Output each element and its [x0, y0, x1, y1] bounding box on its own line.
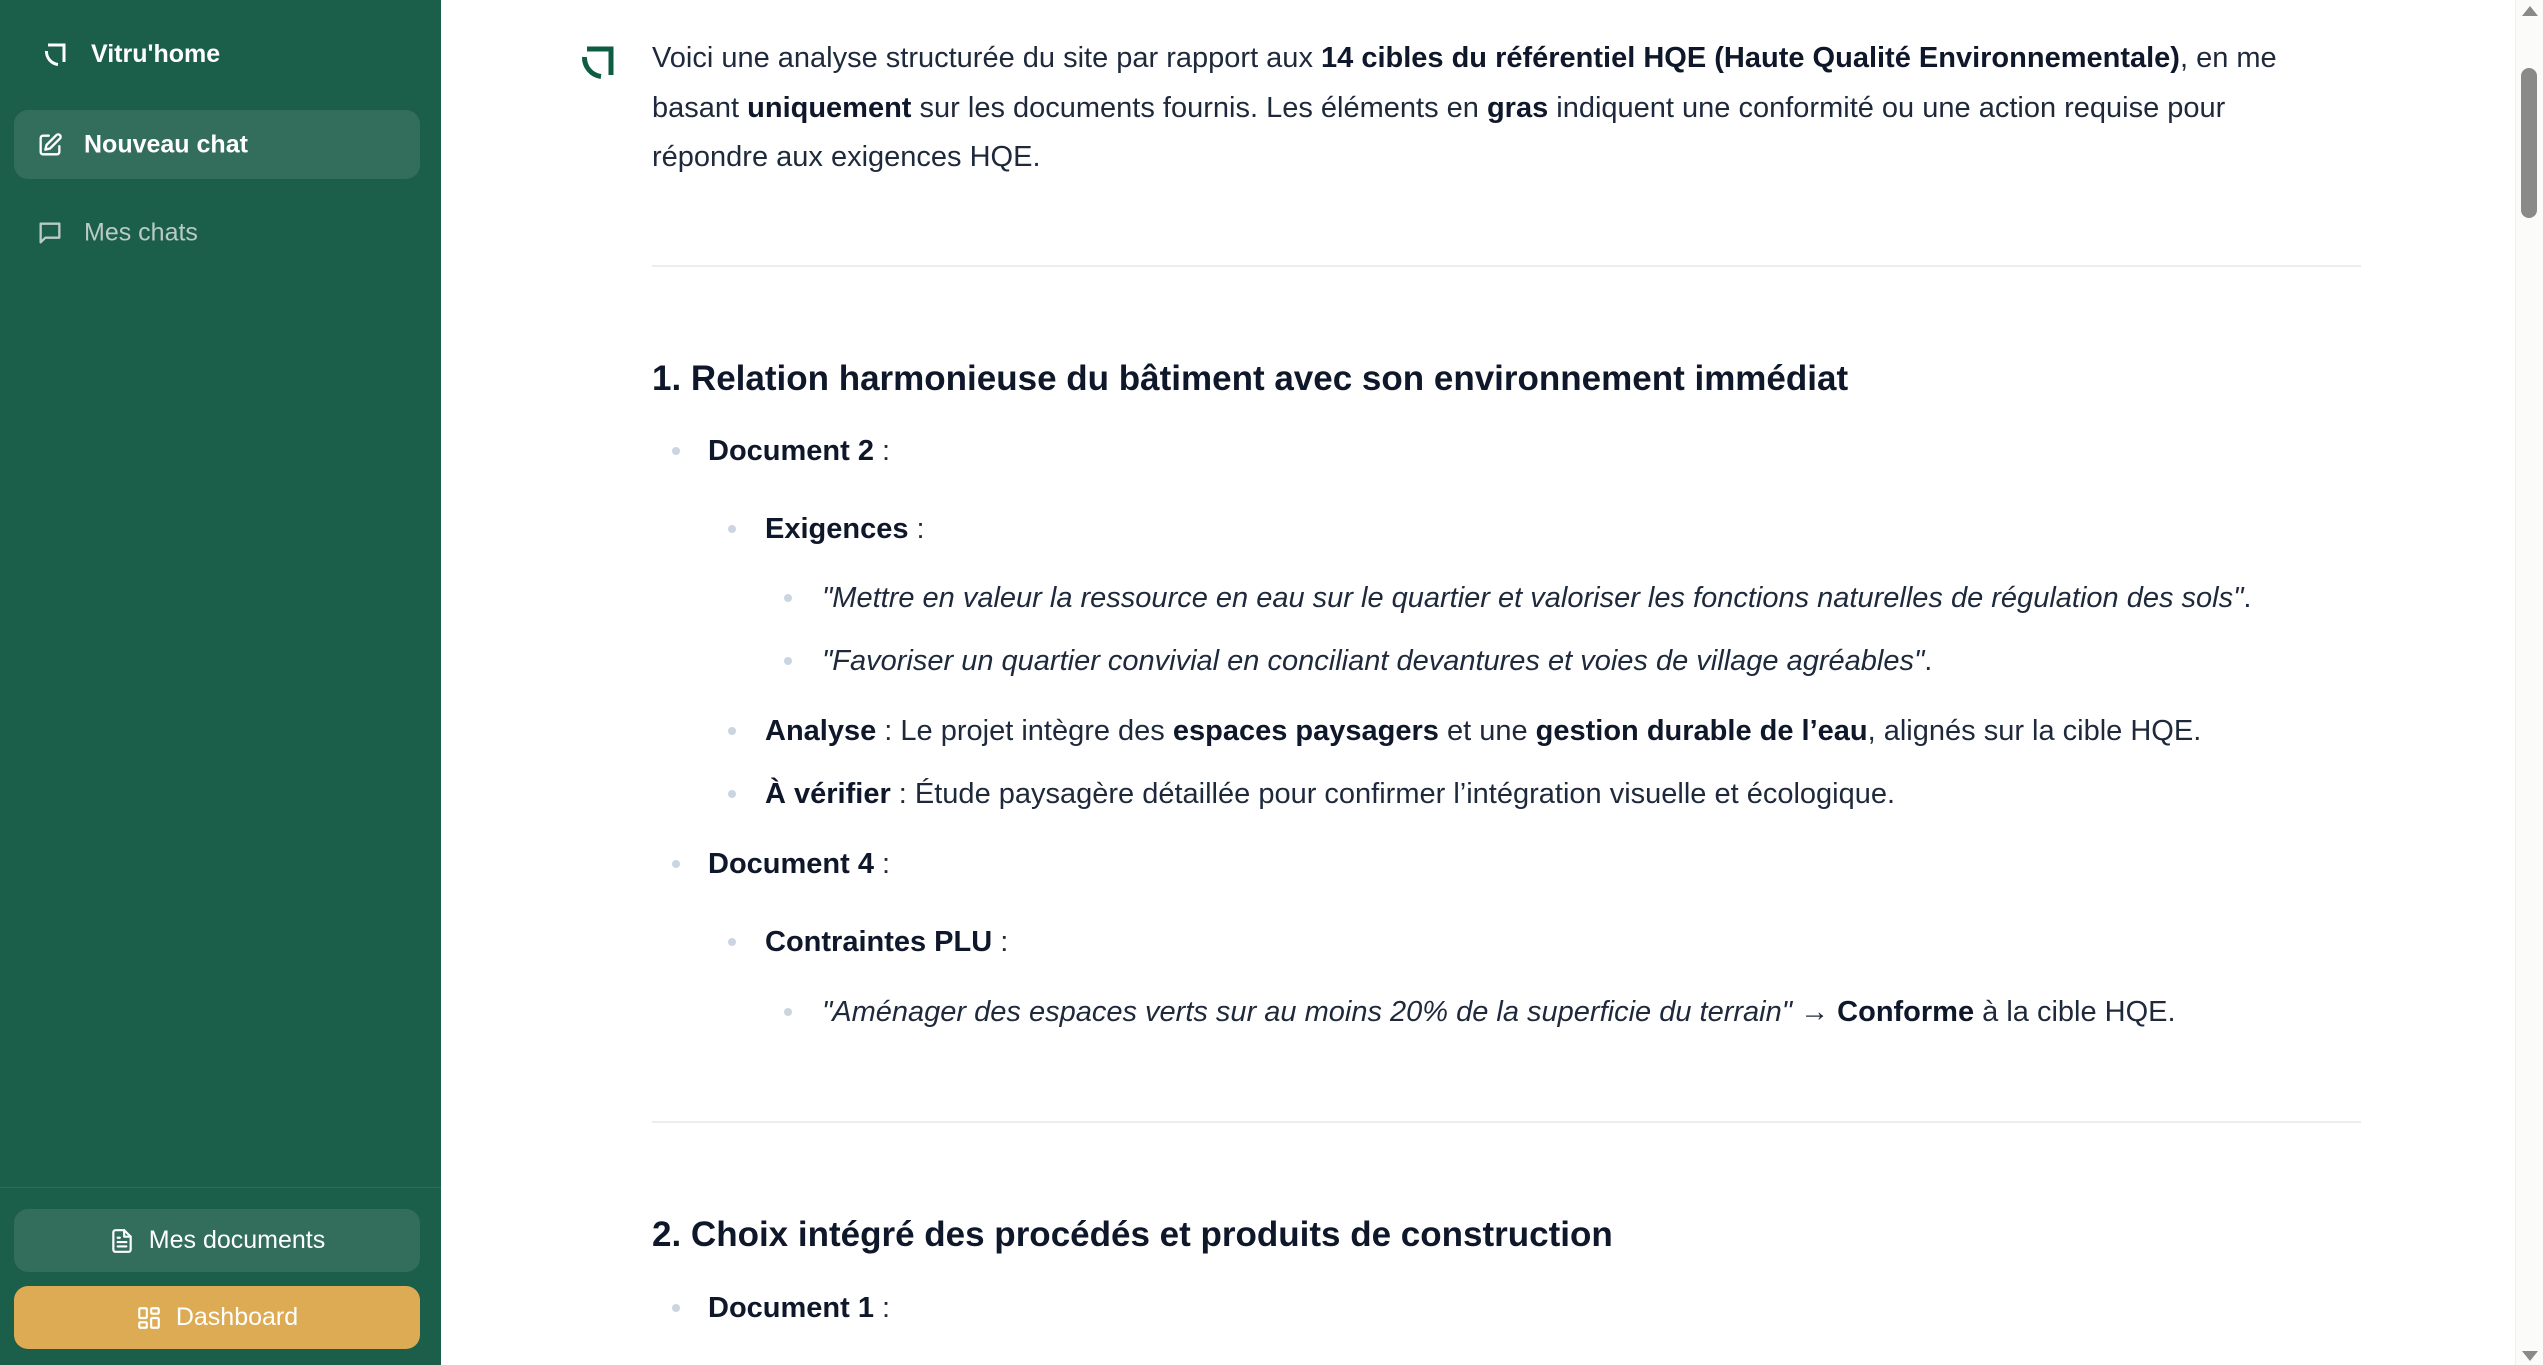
nav-new-chat[interactable] — [14, 110, 420, 179]
doc2-item — [708, 433, 890, 469]
quote-text: "Mettre en valeur la ressource en eau sur le quartier et valoriser les fonctions naturelles de régulation des sols" — [822, 582, 2244, 614]
exigences-item — [765, 511, 925, 547]
text: , alignés sur la cible HQE. — [1867, 715, 2202, 747]
assistant-avatar-icon — [581, 45, 615, 79]
text: : — [992, 926, 1009, 958]
bold-text: gras — [1486, 92, 1549, 124]
text: indiquent une conformité ou une action requise pour — [1548, 92, 2226, 124]
bullet-dot — [672, 860, 680, 868]
bullet-dot — [672, 447, 680, 455]
quote-item — [822, 643, 1932, 679]
dashboard-label: Dashboard — [175, 1303, 299, 1331]
intro-line-1 — [652, 40, 2277, 76]
quote-item — [822, 580, 2251, 616]
bold-text: Conforme — [1837, 996, 1975, 1028]
quote-item — [822, 994, 2176, 1030]
my-documents-button[interactable] — [14, 1209, 420, 1272]
nav-new-chat-label: Nouveau chat — [84, 130, 248, 158]
sidebar-divider — [0, 1187, 441, 1188]
text: : — [873, 1292, 891, 1324]
vertical-scrollbar[interactable] — [2515, 0, 2543, 1365]
section-divider — [652, 265, 2361, 267]
arrow-text: → — [1792, 996, 1838, 1028]
bold-text: espaces paysagers — [1172, 715, 1439, 747]
nav-my-chats[interactable] — [14, 198, 420, 267]
doc-label: Document 1 — [708, 1292, 874, 1324]
intro-line-2 — [652, 90, 2225, 126]
bold-text: Exigences — [765, 513, 909, 545]
text: : — [873, 848, 891, 880]
doc-label: Document 2 — [708, 435, 874, 467]
quote-text: "Aménager des espaces verts sur au moins 20% de la superficie du terrain" — [822, 996, 1793, 1028]
bullet-dot — [728, 727, 736, 735]
document-icon — [109, 1228, 135, 1254]
text: : Étude paysagère détaillée pour confirmer l’intégration visuelle et écologique. — [890, 778, 1896, 810]
bullet-dot — [728, 938, 736, 946]
bold-text: gestion durable de l’eau — [1535, 715, 1868, 747]
dashboard-button[interactable] — [14, 1286, 420, 1349]
bullet-dot — [728, 525, 736, 533]
text: à la cible HQE. — [1974, 996, 2176, 1028]
text: : Le projet intègre des — [876, 715, 1173, 747]
sidebar — [0, 0, 441, 1365]
text: . — [1924, 645, 1933, 677]
text: sur les documents fournis. Les éléments en — [911, 92, 1487, 124]
bullet-dot — [784, 594, 792, 602]
section-divider — [652, 1121, 2361, 1123]
doc1-item — [708, 1290, 890, 1326]
quote-text: "Favoriser un quartier convivial en conciliant devantures et voies de village agréables" — [822, 645, 1925, 677]
text: . — [2243, 582, 2252, 614]
brand[interactable] — [44, 34, 221, 74]
section-1-heading: 1. Relation harmonieuse du bâtiment avec son environnement immédiat — [652, 359, 1849, 398]
my-documents-label: Mes documents — [148, 1226, 326, 1254]
chat-area — [441, 0, 2515, 1365]
chat-bubble-icon — [36, 219, 64, 247]
dashboard-grid-icon — [136, 1305, 162, 1331]
analyse-item — [765, 713, 2201, 749]
intro-line-3: répondre aux exigences HQE. — [652, 141, 1041, 173]
bold-text: Analyse — [765, 715, 877, 747]
text: Voici une analyse structurée du site par rapport aux — [652, 42, 1321, 74]
section-2-heading: 2. Choix intégré des procédés et produits de construction — [652, 1215, 1613, 1254]
plu-item — [765, 924, 1008, 960]
text: basant — [652, 92, 748, 124]
verifier-item — [765, 776, 1895, 812]
text: : — [908, 513, 925, 545]
bold-text: Contraintes PLU — [765, 926, 993, 958]
bold-text: 14 cibles du référentiel HQE (Haute Qualité Environnementale) — [1321, 42, 2180, 74]
scrollbar-thumb[interactable] — [2521, 68, 2537, 218]
brand-name: Vitru'home — [91, 40, 221, 68]
bold-text: uniquement — [747, 92, 912, 124]
vitruhome-logo-icon — [44, 42, 68, 66]
bold-text: À vérifier — [765, 778, 891, 810]
doc4-item — [708, 846, 890, 882]
bullet-dot — [784, 1008, 792, 1016]
scroll-down-arrow-icon[interactable] — [2522, 1351, 2538, 1361]
text: et une — [1438, 715, 1536, 747]
bullet-dot — [672, 1304, 680, 1312]
edit-square-icon — [36, 131, 64, 159]
bullet-dot — [784, 657, 792, 665]
scroll-up-arrow-icon[interactable] — [2522, 6, 2538, 16]
nav-my-chats-label: Mes chats — [84, 218, 198, 246]
doc-label: Document 4 — [708, 848, 874, 880]
bullet-dot — [728, 790, 736, 798]
text: , en me — [2179, 42, 2277, 74]
text: : — [873, 435, 891, 467]
